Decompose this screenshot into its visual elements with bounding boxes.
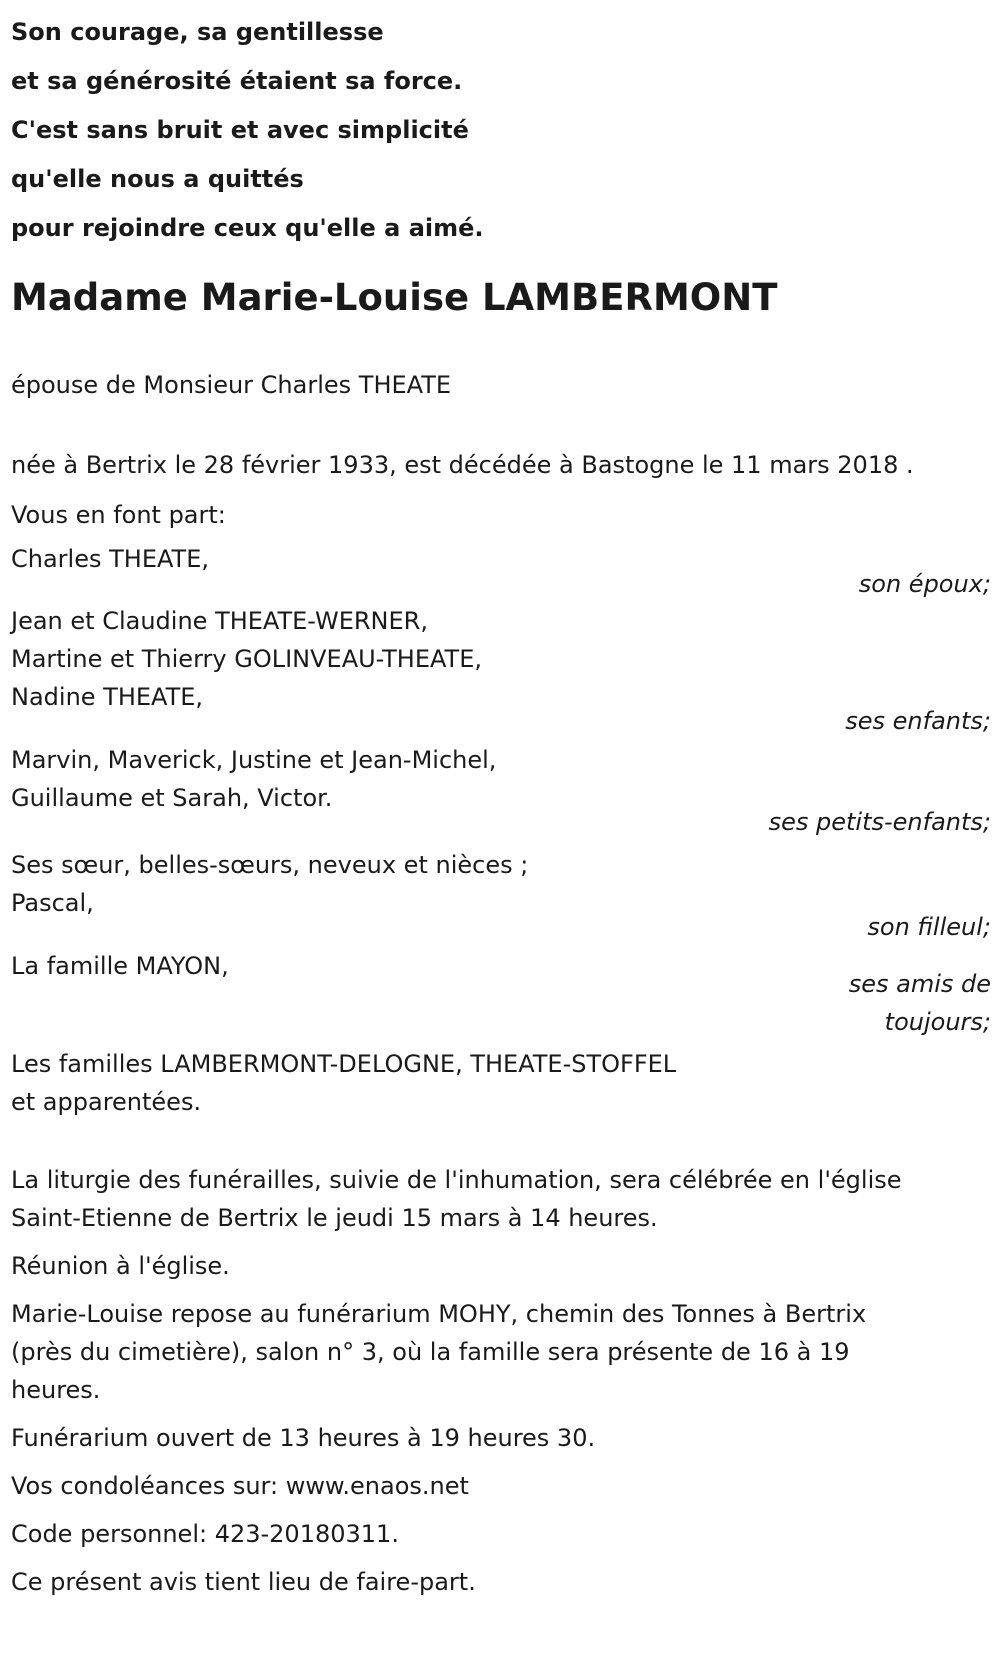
birth-death-line: née à Bertrix le 28 février 1933, est décédée à Bastogne le 11 mars 2018 . xyxy=(11,451,914,479)
funeral-liturgy-line: Saint-Etienne de Bertrix le jeudi 15 mars à 14 heures. xyxy=(11,1204,658,1232)
poem-line: C'est sans bruit et avec simplicité xyxy=(11,116,469,144)
family-group-spouse xyxy=(11,539,996,604)
family-name-line: Guillaume et Sarah, Victor. xyxy=(11,784,333,812)
family-name-line: Marvin, Maverick, Justine et Jean-Michel, xyxy=(11,746,497,774)
family-name-line: Martine et Thierry GOLINVEAU-THEATE, xyxy=(11,645,483,673)
funeral-rest-line: Marie-Louise repose au funérarium MOHY, chemin des Tonnes à Bertrix xyxy=(11,1300,867,1328)
family-role-line: ses amis de xyxy=(848,970,991,998)
family-name-line: Charles THEATE, xyxy=(11,545,209,573)
family-name-line: Nadine THEATE, xyxy=(11,683,204,711)
family-role: ses petits-enfants; xyxy=(768,808,991,836)
family-group-grandchildren xyxy=(11,741,996,842)
family-name-line: Jean et Claudine THEATE-WERNER, xyxy=(11,607,428,635)
family-name-line: La famille MAYON, xyxy=(11,952,229,980)
poem-line: et sa générosité étaient sa force. xyxy=(11,67,463,95)
funeral-meeting: Réunion à l'église. xyxy=(11,1252,230,1280)
spouse-line: épouse de Monsieur Charles THEATE xyxy=(11,371,452,399)
family-group-friends xyxy=(11,947,996,1041)
family-group-siblings-godson xyxy=(11,846,996,947)
poem-line: pour rejoindre ceux qu'elle a aimé. xyxy=(11,214,484,242)
family-role: son filleul; xyxy=(867,913,991,941)
funeral-liturgy-line: La liturgie des funérailles, suivie de l'inhumation, sera célébrée en l'église xyxy=(11,1166,902,1194)
families-line-text: et apparentées. xyxy=(11,1088,202,1116)
funeral-rest xyxy=(11,1295,996,1409)
families-line xyxy=(11,1045,996,1121)
family-group-children xyxy=(11,602,996,741)
funeral-rest-line: (près du cimetière), salon n° 3, où la famille sera présente de 16 à 19 xyxy=(11,1338,850,1366)
poem-line: Son courage, sa gentillesse xyxy=(11,18,384,46)
condolences-line: Vos condoléances sur: www.enaos.net xyxy=(11,1472,469,1500)
announcement-intro: Vous en font part: xyxy=(11,501,226,529)
families-line-text: Les familles LAMBERMONT-DELOGNE, THEATE-STOFFEL xyxy=(11,1050,677,1078)
notice-line: Ce présent avis tient lieu de faire-part. xyxy=(11,1568,476,1596)
personal-code: Code personnel: 423-20180311. xyxy=(11,1520,399,1548)
family-name-line: Ses sœur, belles-sœurs, neveux et nièces ; xyxy=(11,851,529,879)
deceased-name: Madame Marie-Louise LAMBERMONT xyxy=(11,276,778,319)
poem-line: qu'elle nous a quittés xyxy=(11,165,304,193)
family-role: ses enfants; xyxy=(845,707,991,735)
funeral-liturgy xyxy=(11,1161,996,1237)
family-name-line: Pascal, xyxy=(11,889,94,917)
funeral-opening: Funérarium ouvert de 13 heures à 19 heures 30. xyxy=(11,1424,596,1452)
obituary-notice xyxy=(11,0,996,1601)
poem xyxy=(11,0,996,253)
funeral-rest-line: heures. xyxy=(11,1376,101,1404)
family-role-line: toujours; xyxy=(884,1008,991,1036)
family-role: son époux; xyxy=(858,570,991,598)
